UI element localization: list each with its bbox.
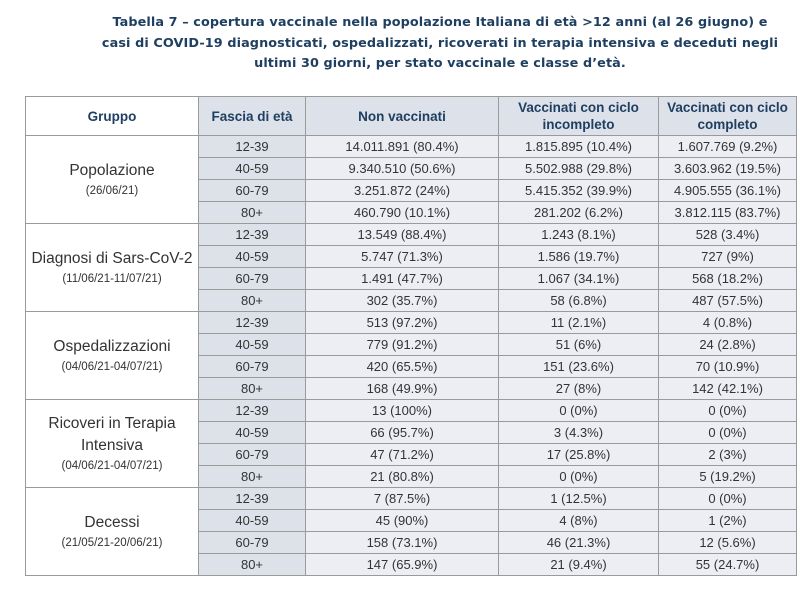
age-band-cell: 80+ bbox=[199, 554, 306, 576]
ciclo-completo-cell: 5 (19.2%) bbox=[659, 466, 797, 488]
ciclo-completo-cell: 0 (0%) bbox=[659, 488, 797, 510]
table-body bbox=[26, 136, 797, 576]
ciclo-incompleto-cell: 0 (0%) bbox=[499, 400, 659, 422]
ciclo-incompleto-cell: 51 (6%) bbox=[499, 334, 659, 356]
ciclo-completo-cell: 528 (3.4%) bbox=[659, 224, 797, 246]
ciclo-incompleto-cell: 5.502.988 (29.8%) bbox=[499, 158, 659, 180]
header-ciclo-incompleto: Vaccinati con ciclo incompleto bbox=[499, 97, 659, 136]
ciclo-incompleto-cell: 0 (0%) bbox=[499, 466, 659, 488]
non-vaccinati-cell: 1.491 (47.7%) bbox=[306, 268, 499, 290]
group-cell bbox=[26, 488, 199, 576]
non-vaccinati-cell: 21 (80.8%) bbox=[306, 466, 499, 488]
table-row bbox=[26, 224, 797, 246]
table-row bbox=[26, 136, 797, 158]
group-name: Ricoveri in Terapia Intensiva bbox=[48, 415, 176, 454]
ciclo-incompleto-cell: 4 (8%) bbox=[499, 510, 659, 532]
ciclo-incompleto-cell: 1.067 (34.1%) bbox=[499, 268, 659, 290]
non-vaccinati-cell: 158 (73.1%) bbox=[306, 532, 499, 554]
group-date-range: (21/05/21-20/06/21) bbox=[61, 537, 163, 549]
ciclo-completo-cell: 4.905.555 (36.1%) bbox=[659, 180, 797, 202]
group-cell bbox=[26, 312, 199, 400]
non-vaccinati-cell: 5.747 (71.3%) bbox=[306, 246, 499, 268]
ciclo-incompleto-cell: 1.815.895 (10.4%) bbox=[499, 136, 659, 158]
age-band-cell: 40-59 bbox=[199, 422, 306, 444]
group-name: Diagnosi di Sars-CoV-2 bbox=[31, 250, 193, 267]
non-vaccinati-cell: 302 (35.7%) bbox=[306, 290, 499, 312]
age-band-cell: 60-79 bbox=[199, 532, 306, 554]
ciclo-completo-cell: 0 (0%) bbox=[659, 422, 797, 444]
group-name: Ospedalizzazioni bbox=[53, 338, 171, 355]
age-band-cell: 12-39 bbox=[199, 224, 306, 246]
table-row bbox=[26, 488, 797, 510]
ciclo-completo-cell: 568 (18.2%) bbox=[659, 268, 797, 290]
age-band-cell: 60-79 bbox=[199, 180, 306, 202]
age-band-cell: 12-39 bbox=[199, 312, 306, 334]
header-non-vaccinati: Non vaccinati bbox=[306, 97, 499, 136]
group-name: Decessi bbox=[84, 514, 140, 531]
ciclo-incompleto-cell: 17 (25.8%) bbox=[499, 444, 659, 466]
age-band-cell: 40-59 bbox=[199, 158, 306, 180]
non-vaccinati-cell: 513 (97.2%) bbox=[306, 312, 499, 334]
age-band-cell: 12-39 bbox=[199, 400, 306, 422]
vaccination-table bbox=[25, 96, 797, 576]
age-band-cell: 60-79 bbox=[199, 444, 306, 466]
ciclo-completo-cell: 142 (42.1%) bbox=[659, 378, 797, 400]
group-date-range: (04/06/21-04/07/21) bbox=[61, 361, 163, 373]
age-band-cell: 60-79 bbox=[199, 268, 306, 290]
age-band-cell: 40-59 bbox=[199, 510, 306, 532]
ciclo-incompleto-cell: 11 (2.1%) bbox=[499, 312, 659, 334]
header-row bbox=[26, 97, 797, 136]
caption-line-2: casi di COVID-19 diagnosticati, ospedalizzati, ricoverati in terapia intensiva e deceduti negli bbox=[101, 35, 779, 51]
table-row bbox=[26, 312, 797, 334]
non-vaccinati-cell: 14.011.891 (80.4%) bbox=[306, 136, 499, 158]
age-band-cell: 40-59 bbox=[199, 334, 306, 356]
group-cell bbox=[26, 136, 199, 224]
ciclo-incompleto-cell: 58 (6.8%) bbox=[499, 290, 659, 312]
ciclo-incompleto-cell: 1.243 (8.1%) bbox=[499, 224, 659, 246]
table-row bbox=[26, 400, 797, 422]
non-vaccinati-cell: 9.340.510 (50.6%) bbox=[306, 158, 499, 180]
ciclo-incompleto-cell: 1.586 (19.7%) bbox=[499, 246, 659, 268]
non-vaccinati-cell: 47 (71.2%) bbox=[306, 444, 499, 466]
table-caption bbox=[90, 13, 790, 75]
ciclo-incompleto-cell: 27 (8%) bbox=[499, 378, 659, 400]
ciclo-completo-cell: 70 (10.9%) bbox=[659, 356, 797, 378]
group-name: Popolazione bbox=[69, 162, 155, 179]
ciclo-incompleto-cell: 151 (23.6%) bbox=[499, 356, 659, 378]
non-vaccinati-cell: 147 (65.9%) bbox=[306, 554, 499, 576]
age-band-cell: 60-79 bbox=[199, 356, 306, 378]
non-vaccinati-cell: 460.790 (10.1%) bbox=[306, 202, 499, 224]
header-fascia: Fascia di età bbox=[199, 97, 306, 136]
age-band-cell: 80+ bbox=[199, 466, 306, 488]
ciclo-completo-cell: 0 (0%) bbox=[659, 400, 797, 422]
caption-line-3: ultimi 30 giorni, per stato vaccinale e classe d’età. bbox=[254, 56, 626, 71]
header-gruppo: Gruppo bbox=[26, 97, 199, 136]
age-band-cell: 80+ bbox=[199, 290, 306, 312]
age-band-cell: 12-39 bbox=[199, 488, 306, 510]
non-vaccinati-cell: 420 (65.5%) bbox=[306, 356, 499, 378]
ciclo-completo-cell: 1.607.769 (9.2%) bbox=[659, 136, 797, 158]
ciclo-incompleto-cell: 281.202 (6.2%) bbox=[499, 202, 659, 224]
header-ciclo-completo: Vaccinati con ciclo completo bbox=[659, 97, 797, 136]
non-vaccinati-cell: 3.251.872 (24%) bbox=[306, 180, 499, 202]
age-band-cell: 80+ bbox=[199, 202, 306, 224]
ciclo-completo-cell: 487 (57.5%) bbox=[659, 290, 797, 312]
ciclo-completo-cell: 24 (2.8%) bbox=[659, 334, 797, 356]
group-date-range: (11/06/21-11/07/21) bbox=[62, 273, 162, 285]
non-vaccinati-cell: 13 (100%) bbox=[306, 400, 499, 422]
non-vaccinati-cell: 13.549 (88.4%) bbox=[306, 224, 499, 246]
ciclo-incompleto-cell: 46 (21.3%) bbox=[499, 532, 659, 554]
ciclo-incompleto-cell: 3 (4.3%) bbox=[499, 422, 659, 444]
caption-line-1: Tabella 7 – copertura vaccinale nella popolazione Italiana di età >12 anni (al 26 giugno) e bbox=[112, 15, 768, 30]
age-band-cell: 80+ bbox=[199, 378, 306, 400]
age-band-cell: 12-39 bbox=[199, 136, 306, 158]
non-vaccinati-cell: 66 (95.7%) bbox=[306, 422, 499, 444]
group-cell bbox=[26, 400, 199, 488]
ciclo-incompleto-cell: 21 (9.4%) bbox=[499, 554, 659, 576]
non-vaccinati-cell: 168 (49.9%) bbox=[306, 378, 499, 400]
ciclo-incompleto-cell: 1 (12.5%) bbox=[499, 488, 659, 510]
ciclo-completo-cell: 55 (24.7%) bbox=[659, 554, 797, 576]
group-cell bbox=[26, 224, 199, 312]
ciclo-completo-cell: 2 (3%) bbox=[659, 444, 797, 466]
ciclo-completo-cell: 3.603.962 (19.5%) bbox=[659, 158, 797, 180]
ciclo-completo-cell: 1 (2%) bbox=[659, 510, 797, 532]
ciclo-completo-cell: 727 (9%) bbox=[659, 246, 797, 268]
group-date-range: (04/06/21-04/07/21) bbox=[61, 460, 163, 472]
ciclo-incompleto-cell: 5.415.352 (39.9%) bbox=[499, 180, 659, 202]
non-vaccinati-cell: 7 (87.5%) bbox=[306, 488, 499, 510]
group-date-range: (26/06/21) bbox=[85, 185, 139, 197]
non-vaccinati-cell: 45 (90%) bbox=[306, 510, 499, 532]
non-vaccinati-cell: 779 (91.2%) bbox=[306, 334, 499, 356]
ciclo-completo-cell: 3.812.115 (83.7%) bbox=[659, 202, 797, 224]
age-band-cell: 40-59 bbox=[199, 246, 306, 268]
ciclo-completo-cell: 12 (5.6%) bbox=[659, 532, 797, 554]
ciclo-completo-cell: 4 (0.8%) bbox=[659, 312, 797, 334]
